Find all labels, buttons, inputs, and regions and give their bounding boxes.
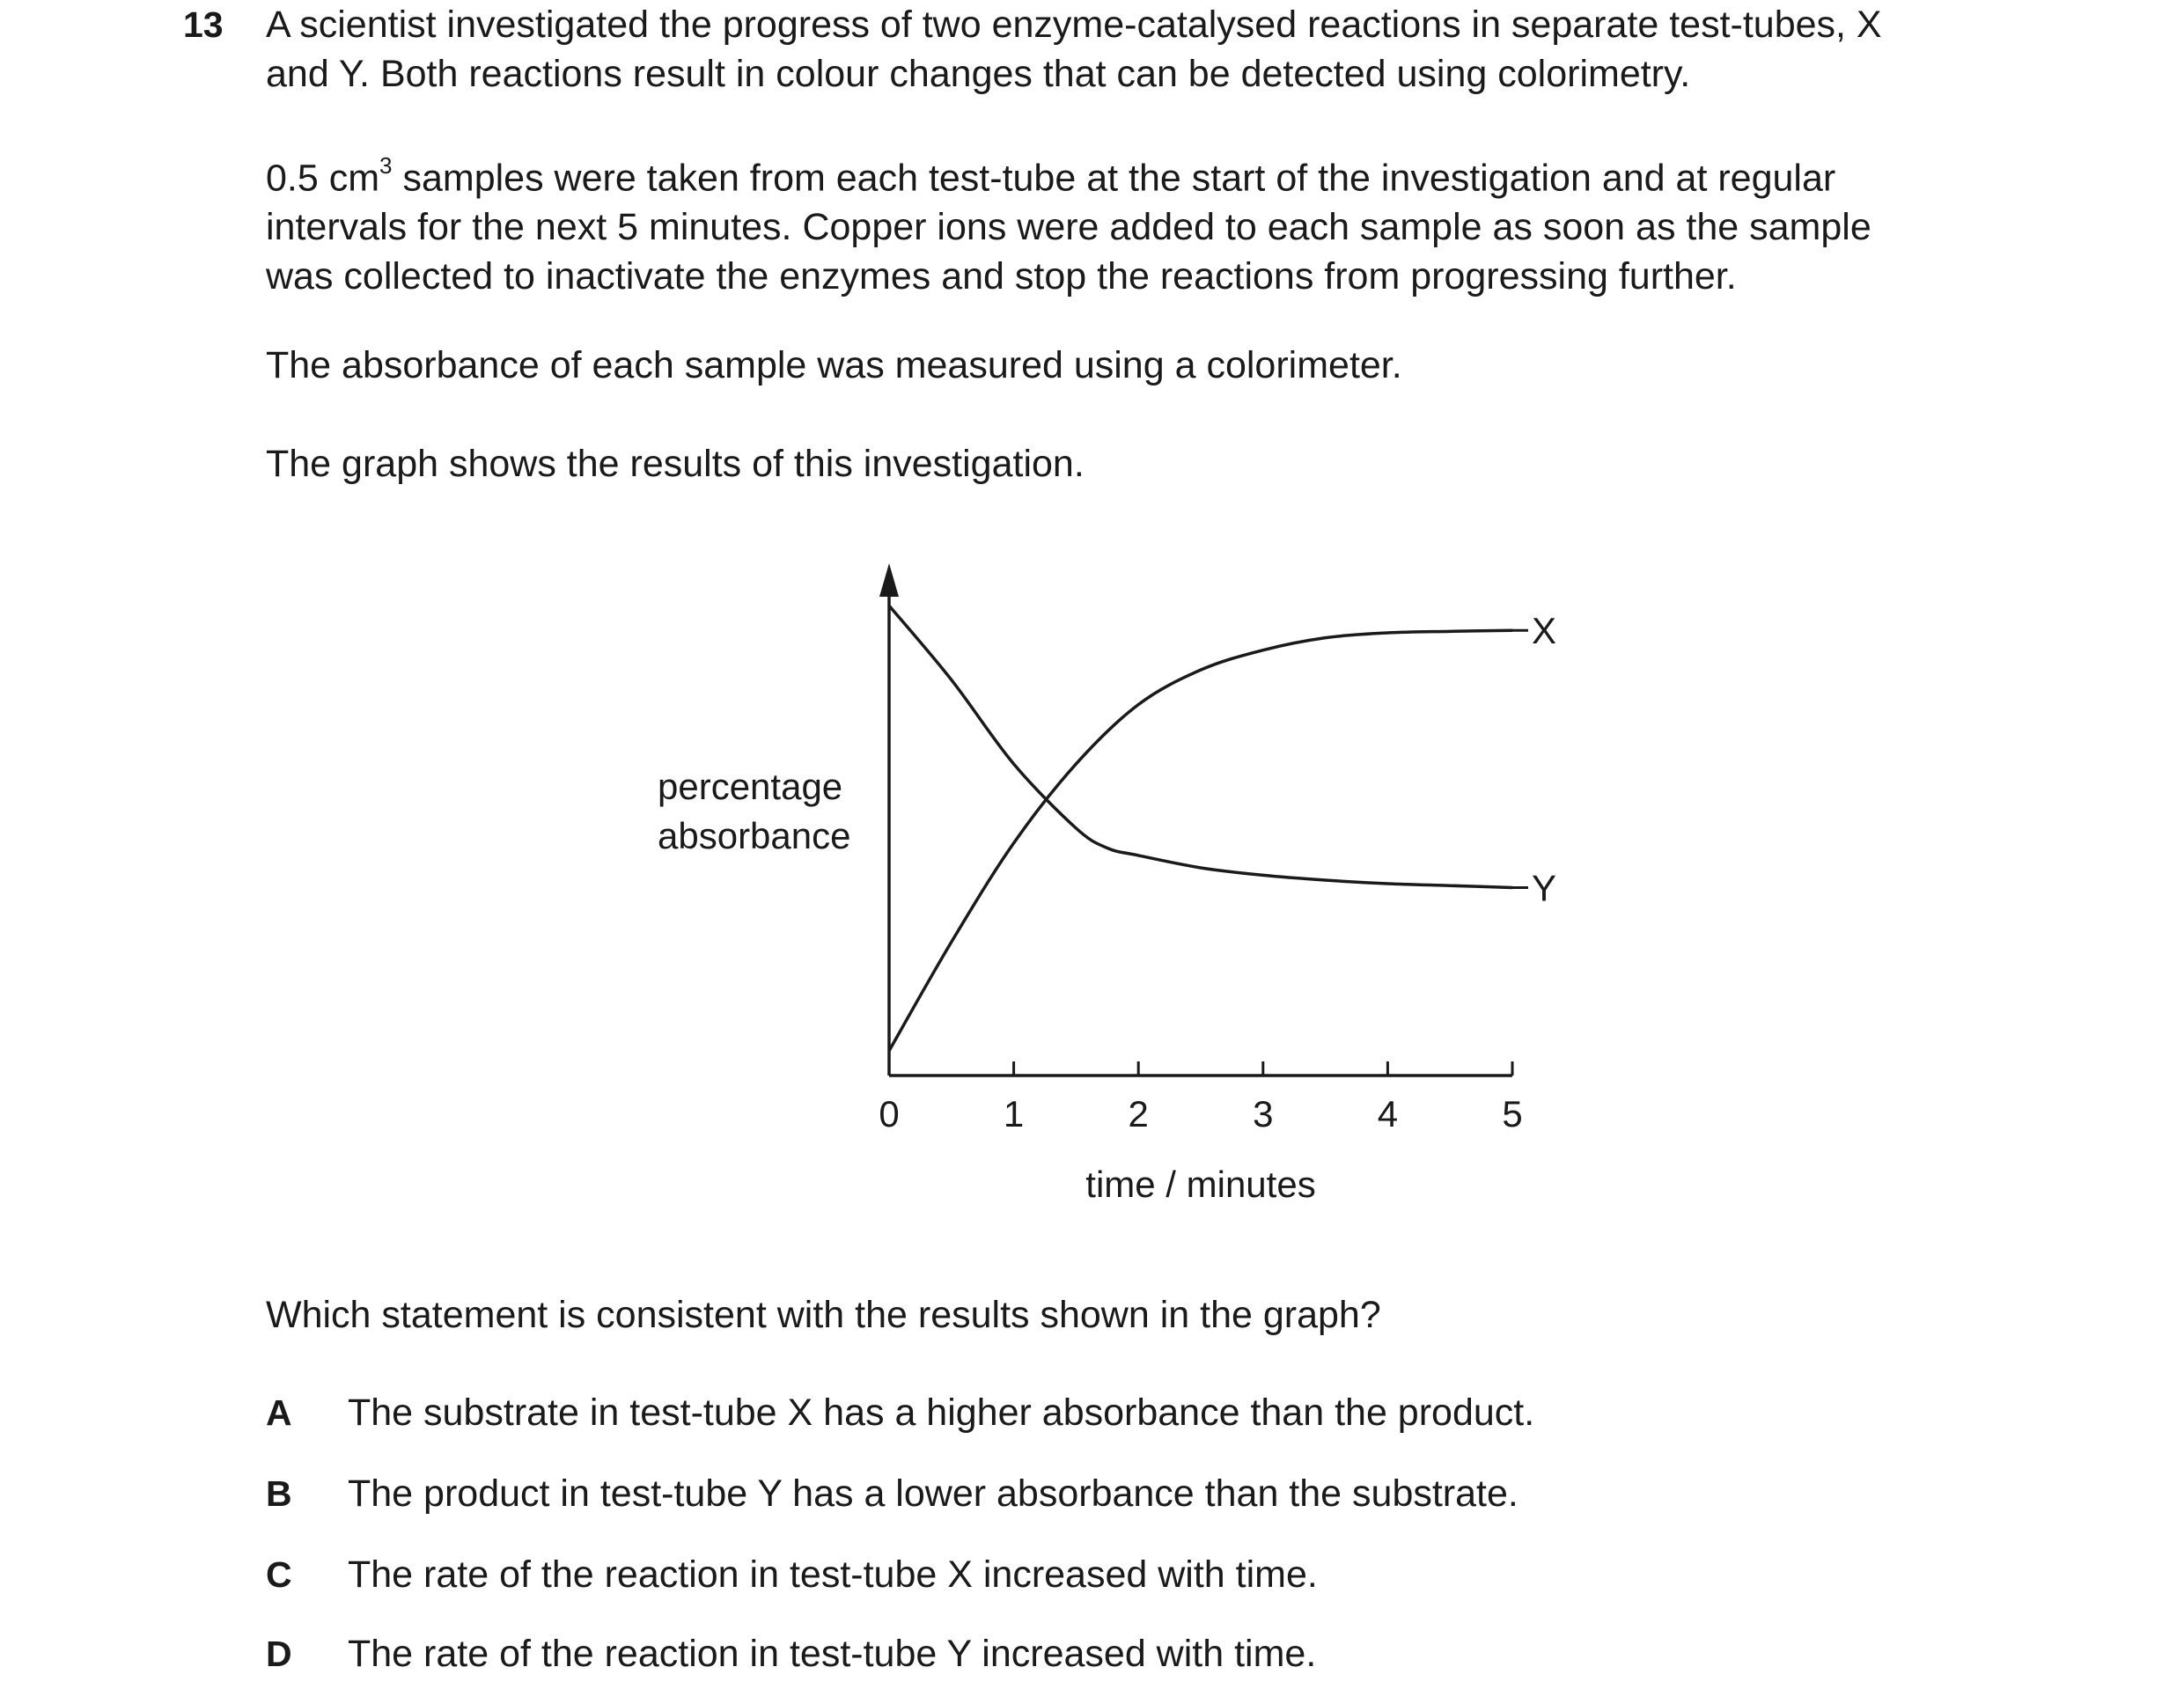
x-tick-label-4: 4 — [1377, 1093, 1399, 1135]
y-axis-label-line-2: absorbance — [658, 815, 851, 856]
sampling-line-1-rest: samples were taken from each test-tube at the start of the investigation and at regular — [392, 157, 1836, 200]
sampling-line-3: was collected to inactivate the enzymes and stop the reactions from progressing further. — [266, 255, 1737, 298]
y-axis-label-line-1: percentage — [658, 766, 843, 807]
intro-line-1: A scientist investigated the progress of two enzyme-catalysed reactions in separate test-tubes, X — [266, 4, 1882, 46]
question-number: 13 — [183, 4, 224, 45]
sampling-line-2: intervals for the next 5 minutes. Copper ions were added to each sample as soon as the sample — [266, 206, 1871, 249]
option-b-letter[interactable]: B — [266, 1473, 292, 1514]
x-tick-label-3: 3 — [1253, 1093, 1274, 1135]
sample-volume: 0.5 cm — [266, 157, 380, 200]
series-line-x — [889, 630, 1512, 1051]
series-label-x: X — [1532, 610, 1557, 652]
x-tick-labels — [879, 1093, 1522, 1135]
volume-unit-superscript: 3 — [379, 152, 393, 179]
prompt-paragraph — [266, 1290, 2158, 1340]
x-tick-label-0: 0 — [879, 1093, 900, 1135]
series-line-y — [889, 606, 1512, 887]
x-tick-label-1: 1 — [1003, 1093, 1025, 1135]
option-b-text[interactable]: The product in test-tube Y has a lower absorbance than the substrate. — [348, 1472, 1519, 1515]
absorbance-line: The absorbance of each sample was measured using a colorimeter. — [266, 344, 1402, 386]
chart-axes — [879, 563, 1522, 1135]
series-labels — [1512, 610, 1556, 908]
series-label-y: Y — [1532, 867, 1557, 909]
intro-line-2: and Y. Both reactions result in colour changes that can be detected using colorimetry. — [266, 53, 1691, 95]
option-a-letter[interactable]: A — [266, 1392, 292, 1433]
graph-intro-line: The graph shows the results of this investigation. — [266, 443, 1085, 485]
option-d-text[interactable]: The rate of the reaction in test-tube Y increased with time. — [348, 1633, 1317, 1675]
option-a-text[interactable]: The substrate in test-tube X has a higher absorbance than the product. — [348, 1392, 1535, 1434]
x-tick-label-5: 5 — [1502, 1093, 1523, 1135]
x-ticks — [889, 1061, 1512, 1076]
question-prompt: Which statement is consistent with the results shown in the graph? — [266, 1294, 1381, 1336]
option-c-text[interactable]: The rate of the reaction in test-tube X increased with time. — [348, 1553, 1318, 1596]
x-tick-label-2: 2 — [1128, 1093, 1149, 1135]
series-lines — [889, 606, 1512, 1051]
option-d-letter[interactable]: D — [266, 1634, 292, 1674]
x-axis-label: time / minutes — [1085, 1164, 1316, 1205]
y-axis-arrowhead — [879, 563, 899, 597]
option-c-letter[interactable]: C — [266, 1554, 292, 1595]
